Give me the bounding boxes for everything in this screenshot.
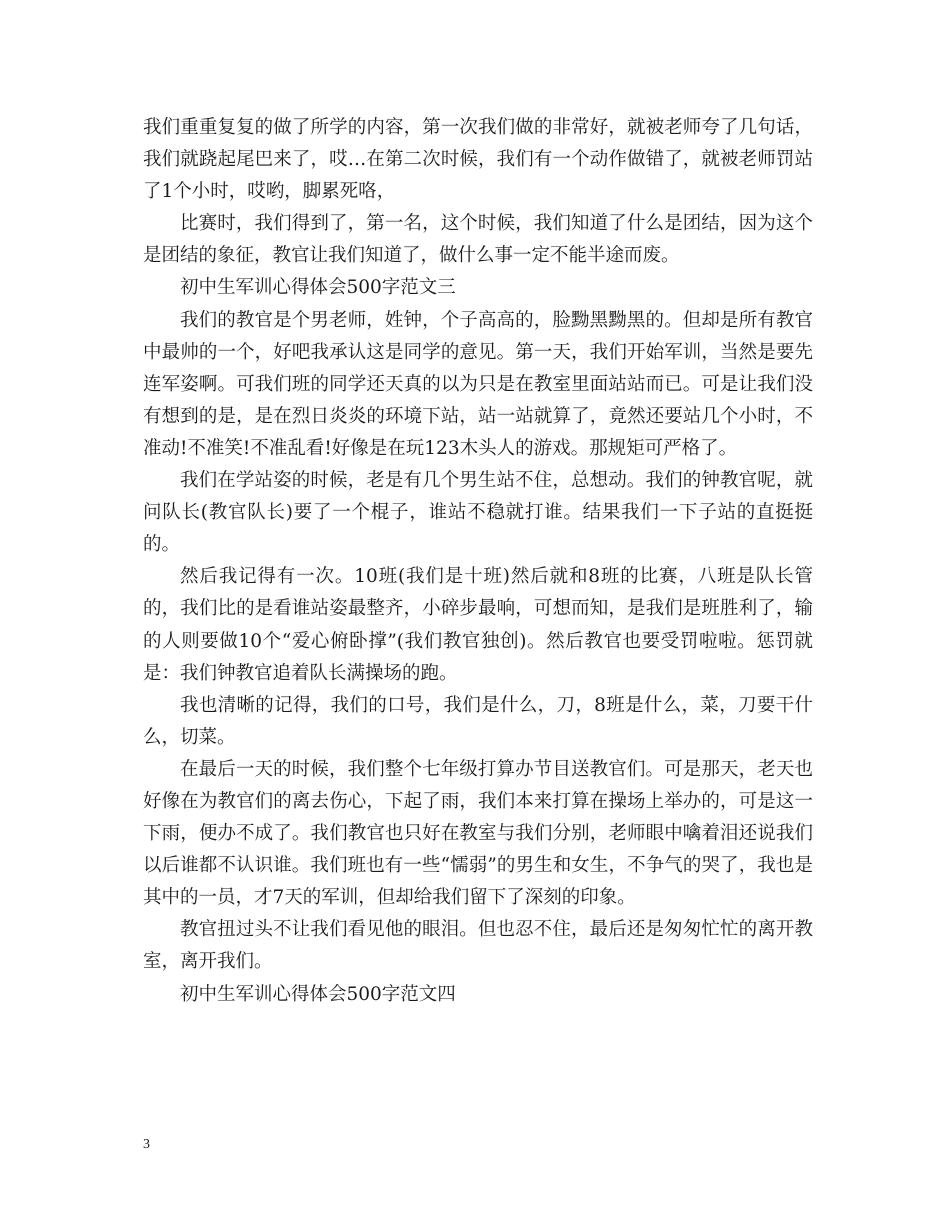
- paragraph: 我们的教官是个男老师，姓钟，个子高高的，脸黝黑黝黑的。但却是所有教官中最帅的一个，好吧我承认这是同学的意见。第一天，我们开始军训，当然是要先连军姿啊。可我们班的同学还天真的以为只是在教室里面站站而已。可是让我们没有想到的是，是在烈日炎炎的环境下站，站一站就算了，竟然还要站几个小时，不准动!不准笑!不准乱看!好像是在玩123木头人的游戏。那规矩可严格了。: [143, 309, 813, 459]
- paragraph: 我也清晰的记得，我们的口号，我们是什么，刀，8班是什么，菜，刀要干什么，切菜。: [143, 694, 813, 748]
- paragraph: 然后我记得有一次。10班(我们是十班)然后就和8班的比赛，八班是队长管的，我们比的是看谁站姿最整齐，小碎步最响，可想而知，是我们是班胜利了，输的人则要做10个“爱心俯卧撑”(我们教官独创)。然后教官也要受罚啦啦。惩罚就是：我们钟教官追着队长满操场的跑。: [143, 566, 813, 684]
- paragraph: 比赛时，我们得到了，第一名，这个时候，我们知道了什么是团结，因为这个是团结的象征，教官让我们知道了，做什么事一定不能半途而废。: [143, 213, 813, 267]
- document-body: [143, 112, 813, 1011]
- section-heading: 初中生军训心得体会500字范文四: [180, 983, 456, 1005]
- page-number: 3: [143, 1137, 150, 1152]
- paragraph: 在最后一天的时候，我们整个七年级打算办节目送教官们。可是那天，老天也好像在为教官们的离去伤心，下起了雨，我们本来打算在操场上举办的，可是这一下雨，便办不成了。我们教官也只好在教室与我们分别，老师眼中噙着泪还说我们以后谁都不认识谁。我们班也有一些“懦弱”的男生和女生，不争气的哭了，我也是其中的一员，才7天的军训，但却给我们留下了深刻的印象。: [143, 758, 813, 909]
- section-heading: 初中生军训心得体会500字范文三: [180, 277, 456, 299]
- paragraph-continuation: 我们重重复复的做了所学的内容，第一次我们做的非常好，就被老师夸了几句话，我们就跷起尾巴来了，哎…在第二次时候，我们有一个动作做错了，就被老师罚站了1个小时，哎哟，脚累死咯，: [143, 117, 813, 203]
- paragraph: 教官扭过头不让我们看见他的眼泪。但也忍不住，最后还是匆匆忙忙的离开教室，离开我们。: [143, 919, 813, 973]
- paragraph: 我们在学站姿的时候，老是有几个男生站不住，总想动。我们的钟教官呢，就问队长(教官队长)要了一个棍子，谁站不稳就打谁。结果我们一下子站的直挺挺的。: [143, 470, 813, 556]
